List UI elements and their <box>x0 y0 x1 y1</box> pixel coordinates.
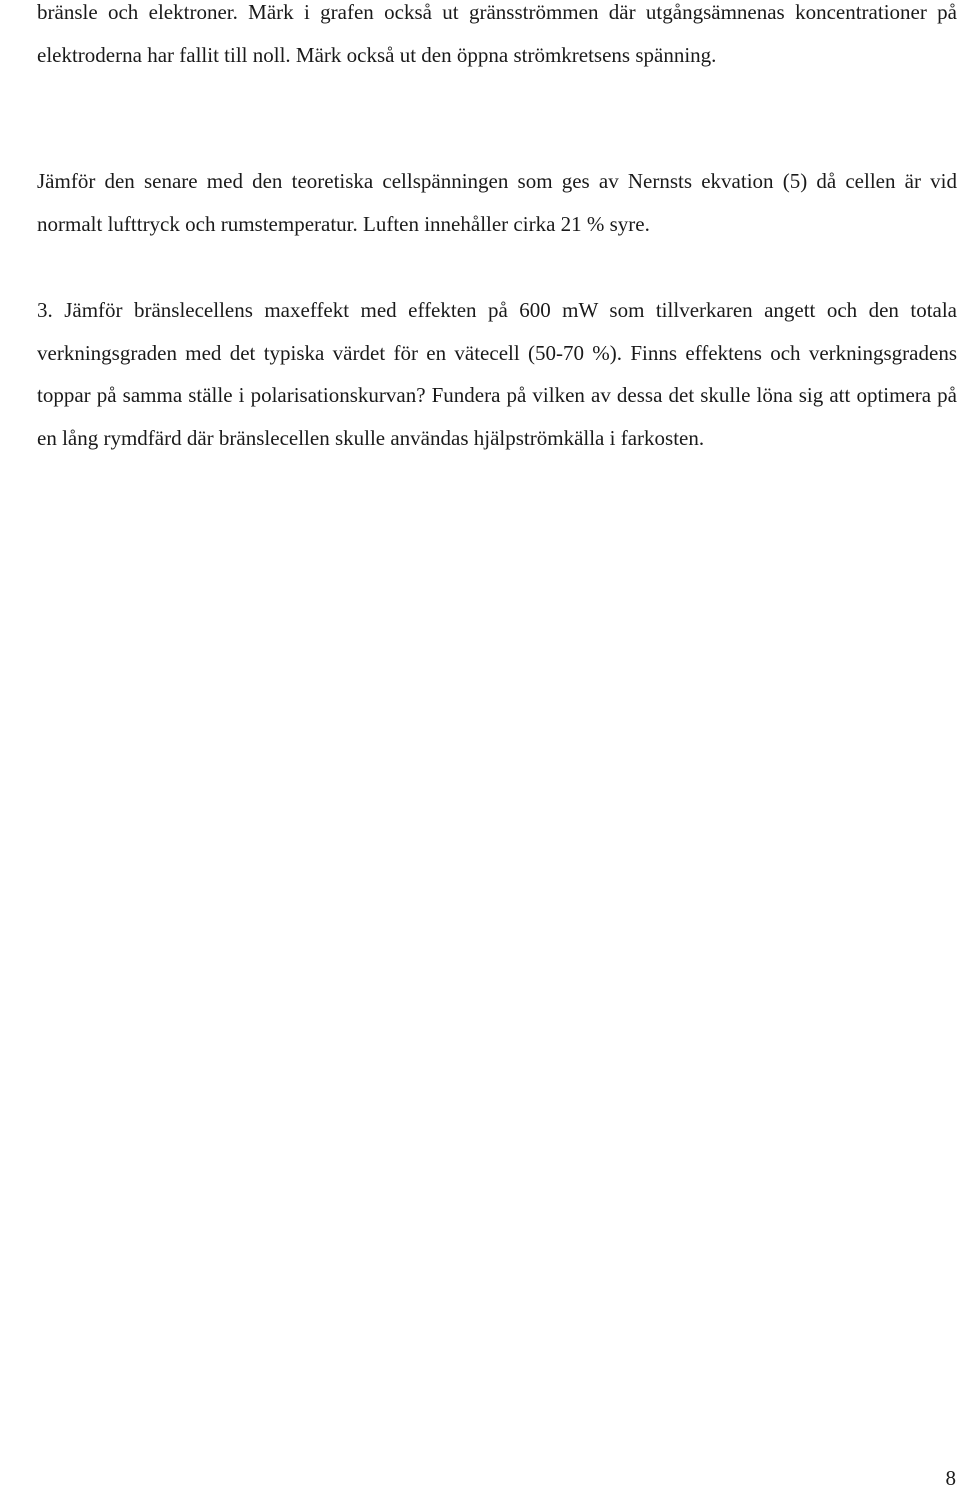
paragraph-continuation: bränsle och elektroner. Märk i grafen också ut gränsströmmen där utgångsämnenas koncentrationer på elektroderna har fallit till noll. Märk också ut den öppna strömkretsens spänning. <box>37 0 957 67</box>
page-number: 8 <box>945 1466 956 1490</box>
list-item-text: Jämför bränslecellens maxeffekt med effekten på 600 mW som tillverkaren angett och den totala verkningsgraden med det typiska värdet för en vätecell (50-70 %). Finns effektens och verkningsgradens toppar på samma ställe i polarisationskurvan? Fundera på vilken av dessa det skulle löna sig att optimera på en lång rymdfärd där bränslecellen skulle användas hjälpströmkälla i farkosten. <box>37 298 958 450</box>
list-item-number: 3. <box>37 298 53 322</box>
list-item-3 <box>37 289 957 459</box>
paragraph-compare-nernst: Jämför den senare med den teoretiska cellspänningen som ges av Nernsts ekvation (5) då cellen är vid normalt lufttryck och rumstemperatur. Luften innehåller cirka 21 % syre. <box>37 169 957 236</box>
